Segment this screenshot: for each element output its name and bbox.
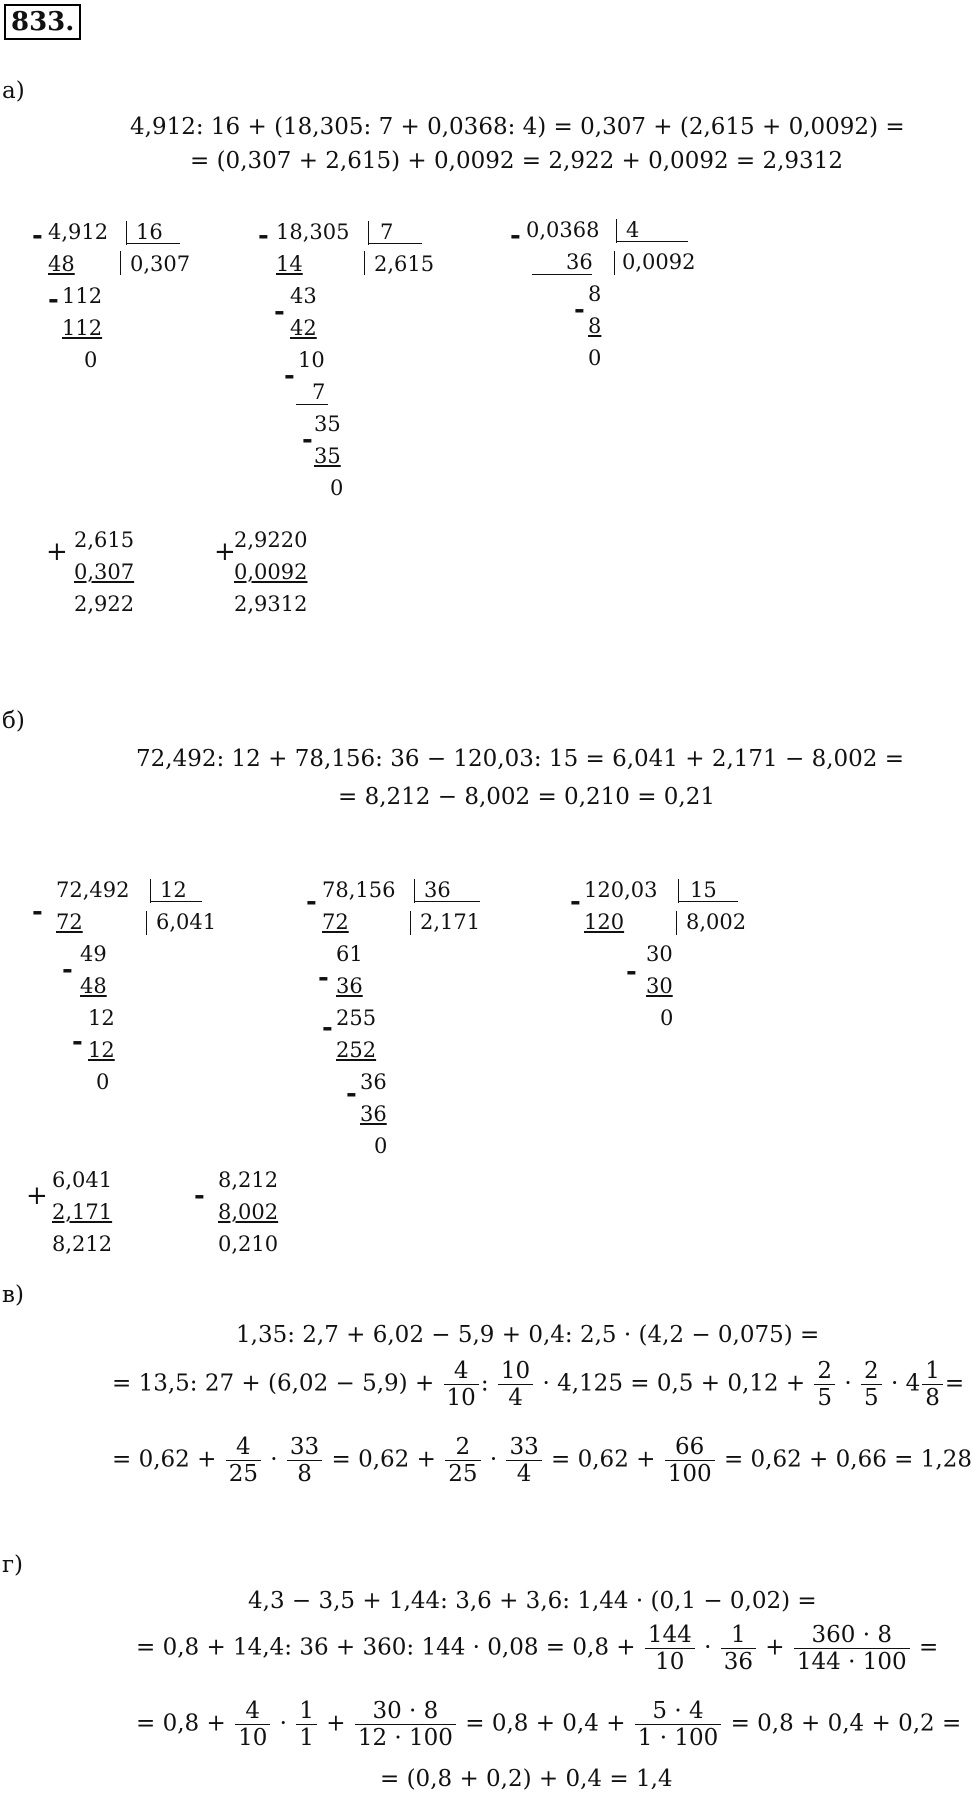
quotient: 2,615 — [374, 252, 435, 276]
minus-sign: - — [322, 1013, 333, 1043]
quotient: 8,002 — [686, 910, 747, 934]
minus-sign: - — [62, 955, 73, 985]
sum: 8,212 — [52, 1232, 113, 1256]
step: 112 — [62, 284, 103, 308]
fraction — [645, 1622, 695, 1675]
expr-text: · — [704, 1634, 712, 1661]
denominator: 144 · 100 — [796, 1649, 907, 1675]
numerator: 4 — [235, 1698, 270, 1725]
part-c-line3 — [112, 1434, 972, 1487]
denominator: 10 — [655, 1649, 685, 1675]
subtrahend: 8,002 — [218, 1200, 279, 1224]
fraction — [665, 1434, 715, 1487]
part-b-line1: 72,492: 12 + 78,156: 36 − 120,03: 15 = 6,041 + 2,171 − 8,002 = — [136, 746, 904, 772]
step: 0 — [588, 346, 602, 370]
step: 14 — [276, 252, 303, 276]
step: 36 — [360, 1102, 387, 1126]
step: 0 — [374, 1134, 388, 1158]
step: 12 — [88, 1006, 115, 1030]
part-d-line1: 4,3 − 3,5 + 1,44: 3,6 + 3,6: 1,44 · (0,1 − 0,02) = — [248, 1588, 817, 1614]
quotient: 0,307 — [130, 252, 191, 276]
dividend: 120,03 — [584, 878, 658, 902]
step-line — [532, 274, 592, 275]
plus-sign: + — [46, 537, 68, 567]
divisor: 36 — [424, 878, 451, 902]
divisor-line — [150, 901, 202, 902]
denominator: 8 — [925, 1385, 940, 1411]
division-bar — [614, 251, 615, 275]
minus-sign: - — [32, 897, 43, 927]
minus-sign: - — [302, 425, 313, 455]
denominator: 4 — [516, 1461, 532, 1487]
addend: 0,0092 — [234, 560, 308, 584]
division-bar — [678, 879, 679, 903]
divisor-line — [368, 243, 422, 244]
divisor-line — [414, 901, 480, 902]
step: 72 — [322, 910, 349, 934]
expr-text: · — [270, 1446, 278, 1473]
fraction — [355, 1698, 456, 1751]
step: 48 — [48, 252, 75, 276]
fraction — [498, 1358, 533, 1411]
numerator: 4 — [444, 1358, 479, 1385]
fraction — [861, 1358, 882, 1411]
step: 0 — [660, 1006, 674, 1030]
minus-sign: - — [72, 1027, 83, 1057]
fraction — [922, 1358, 943, 1411]
minus-sign: - — [194, 1181, 205, 1211]
minus-sign: - — [306, 887, 317, 917]
sum: 2,9312 — [234, 592, 308, 616]
step-line — [296, 404, 328, 405]
dividend: 18,305 — [276, 220, 350, 244]
problem-number: 833. — [4, 4, 81, 40]
division-bar — [676, 911, 677, 935]
denominator: 1 — [299, 1725, 314, 1751]
denominator: 10 — [446, 1385, 476, 1411]
expr-text: + — [765, 1634, 785, 1661]
step: 8 — [588, 314, 602, 338]
division-bar — [410, 911, 411, 935]
division-bar — [146, 911, 147, 935]
minus-sign: - — [570, 887, 581, 917]
minus-sign: - — [274, 297, 285, 327]
step: 8 — [588, 282, 602, 306]
denominator: 100 — [667, 1461, 712, 1487]
sum: 2,922 — [74, 592, 135, 616]
minus-sign: - — [626, 957, 637, 987]
division-bar — [364, 251, 365, 275]
part-c-line2 — [112, 1358, 964, 1411]
numerator: 2 — [861, 1358, 882, 1385]
addend: 2,615 — [74, 528, 135, 552]
numerator: 30 · 8 — [355, 1698, 456, 1725]
divisor: 7 — [380, 220, 394, 244]
denominator: 36 — [723, 1649, 753, 1675]
part-d-label: г) — [2, 1552, 24, 1578]
fraction — [287, 1434, 322, 1487]
denominator: 1 · 100 — [637, 1725, 719, 1751]
step: 112 — [62, 316, 103, 340]
expr-text: = 0,8 + 14,4: 36 + 360: 144 · 0,08 = 0,8 + — [136, 1634, 636, 1661]
plus-sign: + — [214, 537, 236, 567]
denominator: 25 — [228, 1461, 258, 1487]
divisor: 12 — [160, 878, 187, 902]
expr-text: · 4 — [890, 1370, 921, 1397]
minus-sign: - — [318, 963, 329, 993]
fraction — [814, 1358, 835, 1411]
division-bar — [616, 219, 617, 243]
denominator: 12 · 100 — [357, 1725, 453, 1751]
minuend: 8,212 — [218, 1168, 279, 1192]
denominator: 4 — [508, 1385, 523, 1411]
plus-sign: + — [26, 1181, 48, 1211]
step: 10 — [298, 348, 325, 372]
part-d-line4: = (0,8 + 0,2) + 0,4 = 1,4 — [380, 1766, 673, 1792]
step: 30 — [646, 942, 673, 966]
minus-sign: - — [32, 221, 43, 251]
step: 35 — [314, 444, 341, 468]
step: 7 — [312, 380, 326, 404]
expr-text: : — [480, 1370, 489, 1397]
difference: 0,210 — [218, 1232, 279, 1256]
step: 252 — [336, 1038, 377, 1062]
numerator: 1 — [721, 1622, 756, 1649]
step: 30 — [646, 974, 673, 998]
expr-text: = 0,62 + 0,66 = 1,28 — [723, 1446, 972, 1473]
step: 255 — [336, 1006, 377, 1030]
step: 0 — [84, 348, 98, 372]
addend: 6,041 — [52, 1168, 113, 1192]
part-b-line2: = 8,212 − 8,002 = 0,210 = 0,21 — [338, 784, 716, 810]
divisor: 4 — [626, 218, 640, 242]
step: 12 — [88, 1038, 115, 1062]
division-bar — [368, 221, 369, 245]
numerator: 360 · 8 — [794, 1622, 910, 1649]
step: 48 — [80, 974, 107, 998]
expr-text: = 0,8 + 0,4 + 0,2 = — [730, 1710, 962, 1737]
step: 72 — [56, 910, 83, 934]
expr-text: · — [489, 1446, 498, 1473]
numerator: 33 — [506, 1434, 541, 1461]
minus-sign: - — [258, 221, 269, 251]
part-b-label: б) — [2, 708, 25, 734]
step: 61 — [336, 942, 363, 966]
fraction — [721, 1622, 756, 1675]
denominator: 8 — [297, 1461, 312, 1487]
expr-text: = 0,8 + 0,4 + — [465, 1710, 626, 1737]
division-bar — [414, 879, 415, 903]
division-bar — [120, 251, 121, 275]
numerator: 1 — [296, 1698, 317, 1725]
expr-text: = 0,8 + — [136, 1710, 226, 1737]
divisor-line — [616, 241, 688, 242]
expr-text: = — [944, 1370, 965, 1397]
numerator: 10 — [498, 1358, 533, 1385]
step: 43 — [290, 284, 317, 308]
dividend: 78,156 — [322, 878, 396, 902]
minus-sign: - — [48, 285, 59, 315]
divisor: 16 — [136, 220, 163, 244]
step: 36 — [336, 974, 363, 998]
denominator: 10 — [238, 1725, 268, 1751]
expr-text: · — [279, 1710, 287, 1737]
addend: 2,9220 — [234, 528, 308, 552]
step: 120 — [584, 910, 625, 934]
fraction — [444, 1358, 479, 1411]
part-c-label: в) — [2, 1282, 24, 1308]
step: 0 — [330, 476, 344, 500]
dividend: 0,0368 — [526, 218, 600, 242]
numerator: 1 — [922, 1358, 943, 1385]
fraction — [445, 1434, 480, 1487]
part-a-line2: = (0,307 + 2,615) + 0,0092 = 2,922 + 0,0092 = 2,9312 — [190, 148, 843, 174]
minus-sign: - — [574, 295, 585, 325]
expr-text: = 0,62 + — [112, 1446, 217, 1473]
step: 36 — [566, 250, 593, 274]
step: 0 — [96, 1070, 110, 1094]
fraction — [794, 1622, 910, 1675]
minus-sign: - — [346, 1079, 357, 1109]
quotient: 2,171 — [420, 910, 481, 934]
denominator: 25 — [448, 1461, 478, 1487]
step: 36 — [360, 1070, 387, 1094]
part-c-line1: 1,35: 2,7 + 6,02 − 5,9 + 0,4: 2,5 · (4,2 − 0,075) = — [236, 1322, 820, 1348]
numerator: 66 — [665, 1434, 715, 1461]
numerator: 5 · 4 — [635, 1698, 721, 1725]
part-a-line1: 4,912: 16 + (18,305: 7 + 0,0368: 4) = 0,307 + (2,615 + 0,0092) = — [130, 114, 905, 140]
divisor-line — [678, 901, 738, 902]
minus-sign: - — [284, 361, 295, 391]
minus-sign: - — [510, 221, 521, 251]
expr-text: = 0,62 + — [551, 1446, 656, 1473]
fraction — [506, 1434, 541, 1487]
step: 42 — [290, 316, 317, 340]
fraction — [296, 1698, 317, 1751]
quotient: 0,0092 — [622, 250, 696, 274]
divisor: 15 — [690, 878, 717, 902]
denominator: 5 — [864, 1385, 879, 1411]
expr-text: · 4,125 = 0,5 + 0,12 + — [542, 1370, 806, 1397]
expr-text: · — [844, 1370, 852, 1397]
denominator: 5 — [817, 1385, 833, 1411]
numerator: 2 — [814, 1358, 835, 1385]
division-bar — [150, 879, 151, 903]
numerator: 2 — [445, 1434, 480, 1461]
dividend: 72,492 — [56, 878, 130, 902]
part-a-label: а) — [2, 78, 25, 104]
numerator: 144 — [645, 1622, 695, 1649]
fraction — [235, 1698, 270, 1751]
dividend: 4,912 — [48, 220, 109, 244]
fraction — [635, 1698, 721, 1751]
expr-text: = — [918, 1634, 939, 1661]
part-d-line2 — [136, 1622, 938, 1675]
addend: 0,307 — [74, 560, 135, 584]
addend: 2,171 — [52, 1200, 113, 1224]
part-d-line3 — [136, 1698, 961, 1751]
numerator: 4 — [226, 1434, 261, 1461]
expr-text: = 0,62 + — [331, 1446, 436, 1473]
numerator: 33 — [287, 1434, 322, 1461]
fraction — [226, 1434, 261, 1487]
expr-text: = 13,5: 27 + (6,02 − 5,9) + — [112, 1370, 435, 1397]
step: 49 — [80, 942, 107, 966]
quotient: 6,041 — [156, 910, 217, 934]
divisor-line — [126, 243, 180, 244]
step: 35 — [314, 412, 341, 436]
division-bar — [126, 221, 127, 245]
expr-text: + — [326, 1710, 346, 1737]
